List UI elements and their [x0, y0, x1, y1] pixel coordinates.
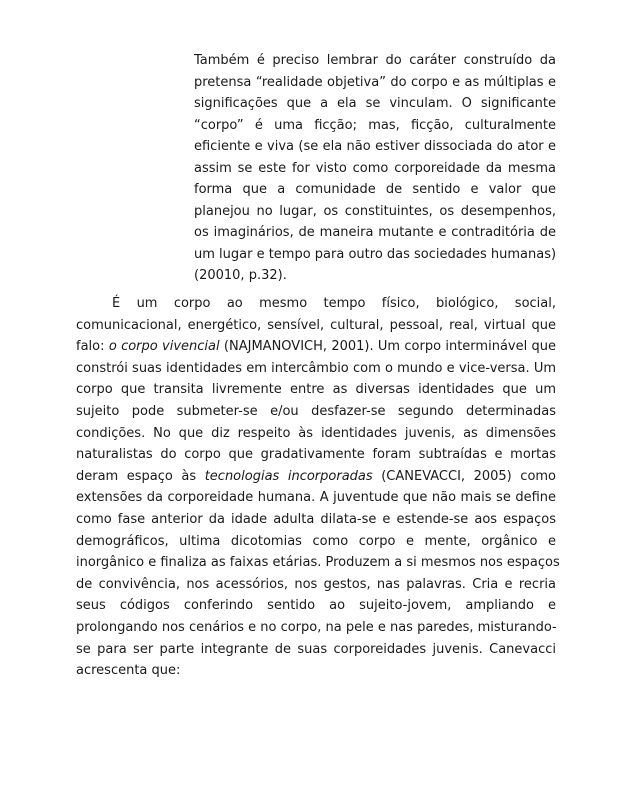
quotation-line: significações que a ela se vinculam. O significante: [194, 96, 556, 111]
paragraph-line: constrói suas identidades em intercâmbio com o mundo e vice-versa. Um: [76, 360, 556, 376]
paragraph-line: acrescenta que:: [76, 663, 181, 679]
body-paragraph: [76, 293, 560, 682]
paragraph-text: falo:: [76, 339, 109, 355]
quotation-line: planejou no lugar, os constituintes, os desempenhos,: [194, 203, 556, 219]
quotation-line: “corpo” é uma ficção; mas, ficção, culturalmente: [194, 117, 556, 133]
quotation-line: os imaginários, de maneira mutante e contraditória de: [194, 225, 556, 240]
paragraph-line: prolongando nos cenários e no corpo, na pele e nas paredes, misturando-: [76, 619, 557, 635]
quotation-line: pretensa “realidade objetiva” do corpo e as múltiplas e: [194, 74, 556, 90]
paragraph-line: seus códigos conferindo sentido ao sujeito-jovem, ampliando e: [76, 598, 556, 614]
paragraph-line: naturalistas do corpo que gradativamente foram subtraídas e mortas: [76, 447, 556, 463]
quotation-line: assim se este for visto como corporeidade da mesma: [194, 160, 556, 176]
paragraph-line: extensões da corporeidade humana. A juventude que não mais se define: [76, 490, 556, 506]
quotation-line: um lugar e tempo para outro das sociedades humanas): [194, 246, 557, 262]
paragraph-line: comunicacional, energético, sensível, cultural, pessoal, real, virtual que: [76, 317, 556, 333]
paragraph-line: de convivência, nos acessórios, nos gestos, nas palavras. Cria e recria: [76, 576, 556, 592]
quotation-line: (20010, p.32).: [194, 268, 287, 283]
paragraph-line: condições. No que diz respeito às identidades juvenis, as dimensões: [76, 425, 556, 441]
paragraph-line: corpo que transita livremente entre as diversas identidades que um: [76, 382, 556, 398]
paragraph-line: [76, 466, 556, 488]
paragraph-line: sujeito pode submeter-se e/ou desfazer-se segundo determinadas: [76, 403, 556, 419]
paragraph-text: deram espaço às: [76, 468, 205, 484]
quotation-line: forma que a comunidade de sentido e valor que: [194, 182, 556, 197]
paragraph-line: como fase anterior da idade adulta dilata-se e estende-se aos espaços: [76, 511, 556, 527]
italic-term: tecnologias incorporadas: [204, 468, 373, 484]
paragraph-text: (CANEVACCI, 2005) como: [372, 468, 557, 484]
quotation-line: eficiente e viva (se ela não estiver dissociada do ator e: [194, 139, 556, 154]
paragraph-line: demográficos, ultima dicotomias como corpo e mente, orgânico e: [76, 533, 556, 549]
quotation-line: Também é preciso lembrar do caráter construído da: [194, 53, 556, 68]
paragraph-line: se para ser parte integrante de suas corporeidades juvenis. Canevacci: [76, 641, 556, 657]
paragraph-line: [76, 336, 556, 358]
paragraph-line: É um corpo ao mesmo tempo físico, biológico, social,: [112, 296, 556, 311]
paragraph-line: inorgânico e finaliza as faixas etárias. Produzem a si mesmos nos espaços: [76, 555, 560, 571]
italic-term: o corpo vivencial: [108, 339, 220, 355]
long-quotation: [194, 50, 556, 287]
paragraph-text: (NAJMANOVICH, 2001). Um corpo interminável que: [219, 339, 557, 355]
